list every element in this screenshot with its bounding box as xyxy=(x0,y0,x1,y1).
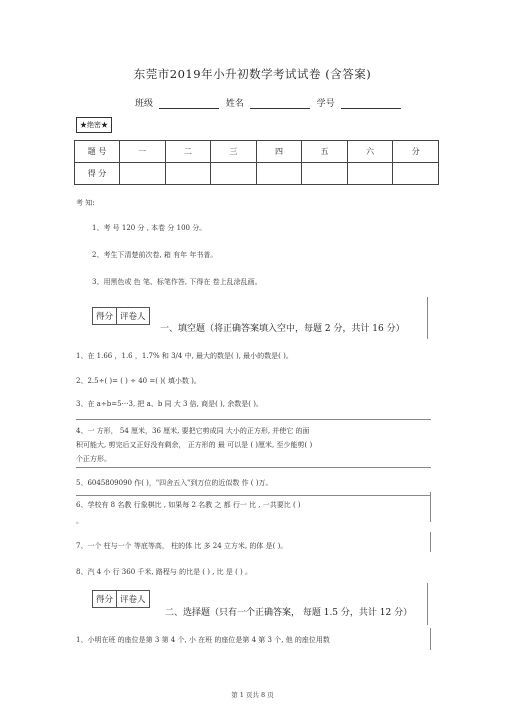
score-col: 分 xyxy=(393,141,439,163)
score-cell[interactable] xyxy=(120,163,166,185)
section2-title: 二、选择题（只有一个正确答案， 每题 1.5 分，共计 12 分） xyxy=(165,608,413,618)
score-table-value-row xyxy=(75,163,439,185)
section2-rule xyxy=(426,583,428,625)
section1-rule xyxy=(426,297,428,339)
score-cell[interactable] xyxy=(347,163,393,185)
score-cell[interactable] xyxy=(256,163,302,185)
question-line: 1、在 1.66 ，1.6 ，1.7% 和 3/4 中, 最大的数是( ), 最小的数是( )。 xyxy=(76,352,293,360)
question-divider xyxy=(76,466,431,468)
score-cell[interactable] xyxy=(165,163,211,185)
question-divider xyxy=(76,418,431,420)
grader-box-label: 评卷人 xyxy=(120,595,146,605)
question-line: 7、一个 柱与一个 等底等高， 柱的体 比 多 24 立方米, 的体 是( )。 xyxy=(76,542,288,550)
score-table-header-row xyxy=(75,141,439,163)
score-header-label: 题 号 xyxy=(75,141,120,163)
notes-heading: 考 知: xyxy=(76,199,95,207)
note-item: 3、用黑色或 色 笔、标笔作答, 下得在 卷上乱涂乱画。 xyxy=(92,278,262,286)
question-line: 6、学校有 8 名教 行象棋比 , 如果每 2 名教 之 都 行一 比 , 一共要比 ( ) xyxy=(76,501,301,509)
question-rule xyxy=(429,492,431,522)
question-rule xyxy=(429,532,431,552)
score-box-label: 得分 xyxy=(93,591,117,607)
score-col: 五 xyxy=(302,141,348,163)
class-label: 班级 xyxy=(135,99,154,109)
question-divider xyxy=(76,494,431,496)
score-table xyxy=(74,140,439,185)
question-line: 。 xyxy=(76,517,83,525)
grader-box-label: 评卷人 xyxy=(120,312,146,322)
score-box-label: 得分 xyxy=(93,308,117,324)
section1-title: 一、填空题（将正确答案填入空中，每题 2 分，共计 16 分） xyxy=(160,324,405,334)
score-cell[interactable] xyxy=(393,163,439,185)
question-line: 2、2.5÷( )= ( ) ÷ 40 =( )( 填小数 )。 xyxy=(76,377,201,385)
id-blank xyxy=(341,99,401,109)
note-item: 2、考生下清楚前次卷, 箱 有年 年书普。 xyxy=(92,251,218,259)
score-row-label: 得 分 xyxy=(75,163,120,185)
question-line: 1、小明在班 的座位是第 3 第 4 个, 小 在班 的座位是第 4 第 3 个, 他 的座位用数 xyxy=(76,636,330,644)
note-item: 1、考 号 120 分 , 本卷 分 100 分。 xyxy=(92,224,207,232)
score-col: 一 xyxy=(120,141,166,163)
score-col: 三 xyxy=(211,141,257,163)
score-cell[interactable] xyxy=(211,163,257,185)
class-blank xyxy=(159,99,219,109)
question-line: 5、6045809090 作( )，"四舍五入"到万位的近似数 作 ( )万。 xyxy=(76,479,273,487)
score-col: 二 xyxy=(165,141,211,163)
question-line: 3、在 a÷b=5⋯3, 把 a、b 同 大 3 倍, 商是( ), 余数是( )。 xyxy=(76,400,263,408)
name-label: 姓名 xyxy=(225,99,244,109)
section1-score-box xyxy=(92,307,150,325)
question-line: 积可能大, 剪完后又正好没有剩余， 正方形的 最 可以是 ( )厘米, 至少能剪( ) xyxy=(76,441,313,449)
student-info-row xyxy=(135,96,405,109)
question-line: 个正方形。 xyxy=(76,455,111,463)
question-line: 8、汽 4 小 行 360 千米, 路程与 的比是 ( ) , 比 是 ( ) 。 xyxy=(76,568,253,576)
score-col: 六 xyxy=(347,141,393,163)
exam-title: 东莞市2019年小升初数学考试试卷 (含答案) xyxy=(133,67,372,81)
page-footer: 第 1 页共 8 页 xyxy=(231,691,274,699)
section2-score-box xyxy=(92,590,150,608)
score-cell[interactable] xyxy=(302,163,348,185)
secret-badge: ★绝密★ xyxy=(76,117,112,133)
question-line: 4、一 方形， 54 厘米，36 厘米, 要把它剪成同 大小的正方形, 并使它 的面 xyxy=(76,427,310,435)
score-col: 四 xyxy=(256,141,302,163)
id-label: 学号 xyxy=(316,99,335,109)
name-blank xyxy=(250,99,310,109)
question-rule xyxy=(429,628,431,650)
